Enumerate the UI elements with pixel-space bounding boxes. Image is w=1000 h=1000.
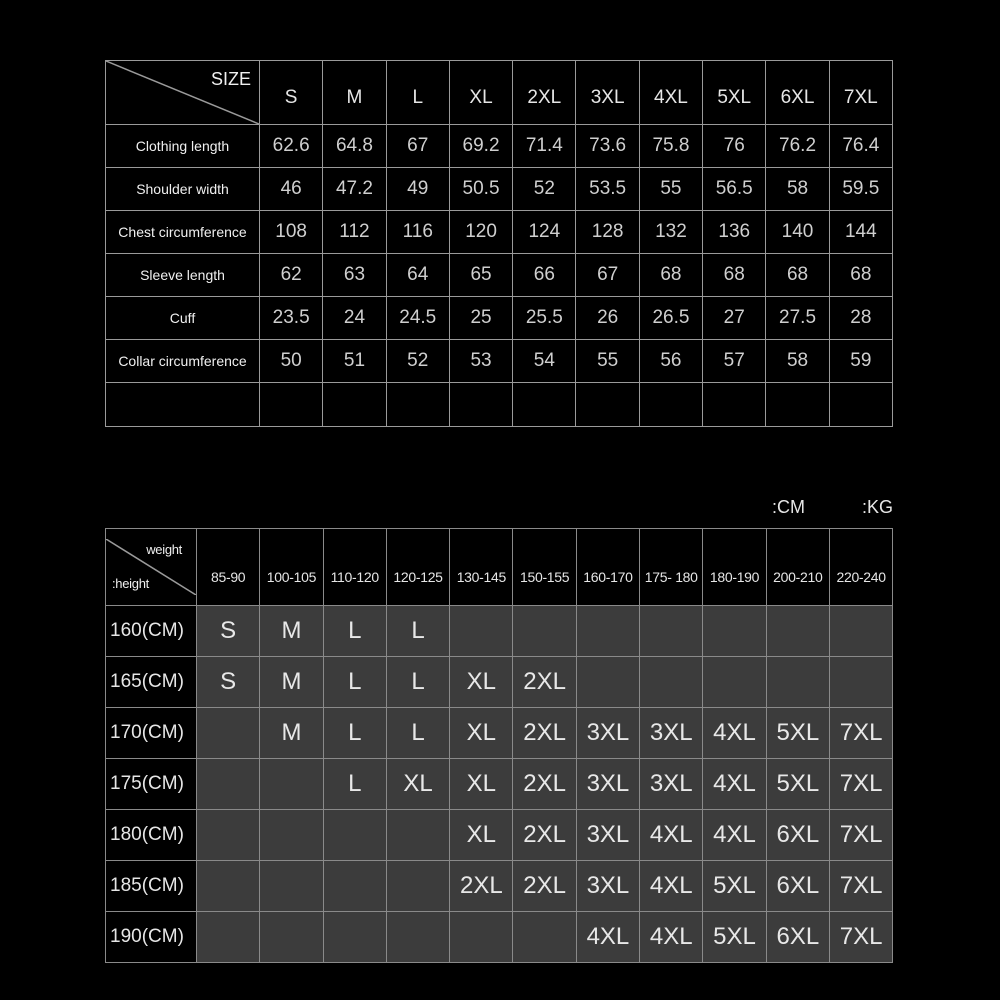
height-row	[106, 708, 893, 759]
recommended-size-cell	[260, 912, 323, 963]
measurement-value: 140	[766, 211, 829, 254]
measurement-label: Shoulder width	[106, 168, 260, 211]
weight-range-header: 160-170	[576, 529, 639, 606]
recommended-size-cell	[640, 606, 703, 657]
recommended-size-cell: XL	[450, 708, 513, 759]
recommended-size-cell	[386, 810, 449, 861]
measurement-value: 64	[386, 254, 449, 297]
measurement-value: 23.5	[260, 297, 323, 340]
measurement-value: 68	[829, 254, 892, 297]
recommended-size-cell	[829, 657, 892, 708]
recommended-size-cell: 3XL	[576, 759, 639, 810]
height-label: 190(CM)	[106, 912, 197, 963]
measurement-label: Clothing length	[106, 125, 260, 168]
recommended-size-cell	[576, 657, 639, 708]
recommended-size-cell: M	[260, 606, 323, 657]
measurement-value: 116	[386, 211, 449, 254]
unit-cm-label: :CM	[772, 497, 805, 517]
size-data-row	[106, 297, 893, 340]
weight-range-header: 200-210	[766, 529, 829, 606]
recommended-size-cell: 4XL	[576, 912, 639, 963]
recommended-size-cell: S	[197, 606, 260, 657]
measurement-value: 53.5	[576, 168, 639, 211]
measurement-value: 47.2	[323, 168, 386, 211]
recommended-size-cell: 4XL	[640, 912, 703, 963]
recommended-size-cell: XL	[450, 759, 513, 810]
weight-range-header: 120-125	[386, 529, 449, 606]
recommended-size-cell: 7XL	[829, 708, 892, 759]
measurement-value: 108	[260, 211, 323, 254]
height-row	[106, 861, 893, 912]
height-row	[106, 912, 893, 963]
recommended-size-cell: 6XL	[766, 810, 829, 861]
measurement-value: 54	[513, 340, 576, 383]
measurement-value: 53	[449, 340, 512, 383]
weight-range-header: 220-240	[829, 529, 892, 606]
measurement-value: 58	[766, 340, 829, 383]
weight-range-header: 130-145	[450, 529, 513, 606]
recommended-size-cell: 6XL	[766, 912, 829, 963]
recommended-size-cell: 2XL	[450, 861, 513, 912]
measurement-value: 76.2	[766, 125, 829, 168]
measurement-value: 28	[829, 297, 892, 340]
recommended-size-cell: 2XL	[513, 861, 576, 912]
recommended-size-cell: 4XL	[703, 759, 766, 810]
height-row	[106, 810, 893, 861]
measurement-value: 56.5	[703, 168, 766, 211]
recommended-size-cell: 3XL	[576, 810, 639, 861]
measurement-value: 49	[386, 168, 449, 211]
recommended-size-cell	[323, 810, 386, 861]
recommended-size-cell: L	[386, 606, 449, 657]
recommended-size-cell: M	[260, 657, 323, 708]
measurement-label: Sleeve length	[106, 254, 260, 297]
size-col-header: XL	[449, 61, 512, 125]
height-row	[106, 657, 893, 708]
recommended-size-cell: 5XL	[766, 708, 829, 759]
size-data-row	[106, 211, 893, 254]
recommended-size-cell: 5XL	[703, 912, 766, 963]
measurement-value: 64.8	[323, 125, 386, 168]
recommended-size-cell: S	[197, 657, 260, 708]
measurement-value: 59.5	[829, 168, 892, 211]
recommended-size-cell	[513, 912, 576, 963]
measurement-value: 68	[639, 254, 702, 297]
weight-range-header: 110-120	[323, 529, 386, 606]
recommended-size-cell	[197, 912, 260, 963]
weight-range-header: 175- 180	[640, 529, 703, 606]
recommended-size-cell	[766, 657, 829, 708]
measurement-value: 59	[829, 340, 892, 383]
size-col-header: 7XL	[829, 61, 892, 125]
size-col-header: 2XL	[513, 61, 576, 125]
measurement-value: 132	[639, 211, 702, 254]
fit-corner-cell	[106, 529, 197, 606]
measurement-label: Chest circumference	[106, 211, 260, 254]
measurement-value: 62.6	[260, 125, 323, 168]
unit-kg-label: :KG	[862, 497, 894, 517]
recommended-size-cell: 7XL	[829, 810, 892, 861]
measurement-value: 112	[323, 211, 386, 254]
size-data-row	[106, 340, 893, 383]
measurement-value: 73.6	[576, 125, 639, 168]
recommended-size-cell: L	[386, 657, 449, 708]
height-label: 170(CM)	[106, 708, 197, 759]
recommended-size-cell	[766, 606, 829, 657]
recommended-size-cell: 2XL	[513, 810, 576, 861]
measurement-value: 66	[513, 254, 576, 297]
measurement-value: 58	[766, 168, 829, 211]
size-col-header: 3XL	[576, 61, 639, 125]
weight-range-header: 100-105	[260, 529, 323, 606]
measurement-value: 56	[639, 340, 702, 383]
size-data-row	[106, 254, 893, 297]
size-header-row	[106, 61, 893, 125]
recommended-size-cell: 2XL	[513, 708, 576, 759]
recommended-size-cell	[576, 606, 639, 657]
height-weight-fit-table	[105, 528, 893, 963]
recommended-size-cell: 3XL	[640, 759, 703, 810]
recommended-size-cell	[386, 861, 449, 912]
recommended-size-cell	[386, 912, 449, 963]
height-label: 185(CM)	[106, 861, 197, 912]
height-label: 175(CM)	[106, 759, 197, 810]
size-col-header: M	[323, 61, 386, 125]
weight-header-row	[106, 529, 893, 606]
measurement-value: 51	[323, 340, 386, 383]
recommended-size-cell	[260, 759, 323, 810]
recommended-size-cell: 5XL	[766, 759, 829, 810]
size-col-header: 6XL	[766, 61, 829, 125]
size-col-header: 5XL	[703, 61, 766, 125]
recommended-size-cell	[260, 861, 323, 912]
recommended-size-cell: 2XL	[513, 759, 576, 810]
measurement-value: 76.4	[829, 125, 892, 168]
measurement-value: 69.2	[449, 125, 512, 168]
measurement-value: 124	[513, 211, 576, 254]
measurement-value: 52	[386, 340, 449, 383]
recommended-size-cell	[197, 759, 260, 810]
size-col-header: S	[260, 61, 323, 125]
measurement-value: 68	[766, 254, 829, 297]
measurement-value: 136	[703, 211, 766, 254]
size-data-row	[106, 125, 893, 168]
recommended-size-cell	[323, 861, 386, 912]
recommended-size-cell	[703, 657, 766, 708]
recommended-size-cell	[323, 912, 386, 963]
recommended-size-cell	[197, 810, 260, 861]
measurement-value: 144	[829, 211, 892, 254]
recommended-size-cell: L	[323, 708, 386, 759]
measurement-value: 67	[576, 254, 639, 297]
recommended-size-cell: 7XL	[829, 759, 892, 810]
recommended-size-cell: 4XL	[640, 810, 703, 861]
recommended-size-cell: L	[323, 759, 386, 810]
measurement-value: 50	[260, 340, 323, 383]
measurement-value: 57	[703, 340, 766, 383]
recommended-size-cell: 4XL	[703, 810, 766, 861]
measurement-value: 75.8	[639, 125, 702, 168]
recommended-size-cell: 7XL	[829, 912, 892, 963]
weight-range-header: 85-90	[197, 529, 260, 606]
measurement-value: 63	[323, 254, 386, 297]
recommended-size-cell: 5XL	[703, 861, 766, 912]
measurement-label: Cuff	[106, 297, 260, 340]
measurement-value: 26	[576, 297, 639, 340]
recommended-size-cell: L	[386, 708, 449, 759]
measurement-value: 62	[260, 254, 323, 297]
size-corner-label: SIZE	[210, 69, 251, 89]
measurement-value: 128	[576, 211, 639, 254]
recommended-size-cell	[197, 708, 260, 759]
measurement-value: 120	[449, 211, 512, 254]
recommended-size-cell	[450, 606, 513, 657]
recommended-size-cell: 6XL	[766, 861, 829, 912]
size-col-header: 4XL	[639, 61, 702, 125]
recommended-size-cell: 3XL	[640, 708, 703, 759]
measurement-value: 25	[449, 297, 512, 340]
height-row	[106, 606, 893, 657]
measurement-value: 52	[513, 168, 576, 211]
measurement-value: 65	[449, 254, 512, 297]
recommended-size-cell	[513, 606, 576, 657]
measurement-value: 76	[703, 125, 766, 168]
measurement-value: 27.5	[766, 297, 829, 340]
measurement-value: 25.5	[513, 297, 576, 340]
recommended-size-cell	[640, 657, 703, 708]
recommended-size-cell: M	[260, 708, 323, 759]
recommended-size-cell: XL	[450, 657, 513, 708]
recommended-size-cell: 3XL	[576, 708, 639, 759]
recommended-size-cell	[829, 606, 892, 657]
recommended-size-cell: 3XL	[576, 861, 639, 912]
measurement-value: 24	[323, 297, 386, 340]
size-col-header: L	[386, 61, 449, 125]
weight-range-header: 150-155	[513, 529, 576, 606]
measurement-value: 26.5	[639, 297, 702, 340]
measurement-value: 50.5	[449, 168, 512, 211]
height-label: 160(CM)	[106, 606, 197, 657]
measurement-value: 24.5	[386, 297, 449, 340]
measurement-value: 46	[260, 168, 323, 211]
size-data-row	[106, 168, 893, 211]
recommended-size-cell: 4XL	[703, 708, 766, 759]
weight-axis-label: weight	[146, 542, 182, 557]
weight-range-header: 180-190	[703, 529, 766, 606]
recommended-size-cell	[703, 606, 766, 657]
height-row	[106, 759, 893, 810]
recommended-size-cell	[260, 810, 323, 861]
height-axis-label: :height	[112, 576, 149, 591]
measurement-value: 27	[703, 297, 766, 340]
size-empty-row	[106, 383, 893, 427]
measurement-value: 67	[386, 125, 449, 168]
size-corner-cell	[106, 61, 260, 125]
recommended-size-cell: XL	[386, 759, 449, 810]
recommended-size-cell: XL	[450, 810, 513, 861]
size-measurement-table	[105, 60, 893, 427]
recommended-size-cell: 7XL	[829, 861, 892, 912]
height-label: 165(CM)	[106, 657, 197, 708]
measurement-value: 68	[703, 254, 766, 297]
measurement-value: 55	[576, 340, 639, 383]
recommended-size-cell: L	[323, 606, 386, 657]
measurement-value: 55	[639, 168, 702, 211]
measurement-value: 71.4	[513, 125, 576, 168]
height-label: 180(CM)	[106, 810, 197, 861]
recommended-size-cell	[450, 912, 513, 963]
recommended-size-cell: 4XL	[640, 861, 703, 912]
recommended-size-cell	[197, 861, 260, 912]
recommended-size-cell: L	[323, 657, 386, 708]
recommended-size-cell: 2XL	[513, 657, 576, 708]
measurement-label: Collar circumference	[106, 340, 260, 383]
